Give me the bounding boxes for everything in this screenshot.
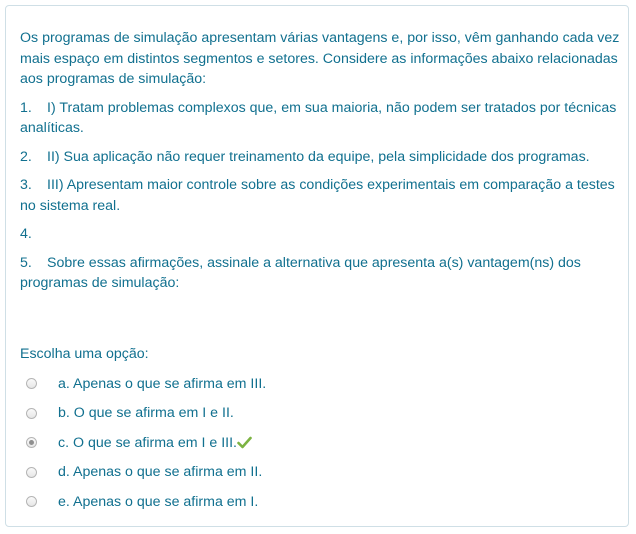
item-text: I) Tratam problemas complexos que, em sua maioria, não podem ser tratados por técnicas analíticas.	[20, 99, 617, 136]
answer-label[interactable]: c. O que se afirma em I e III.	[58, 434, 237, 451]
answer-option-e[interactable]	[26, 487, 606, 517]
question-card	[5, 5, 629, 527]
answer-label[interactable]: d. Apenas o que se afirma em II.	[58, 464, 263, 481]
item-text: II) Sua aplicação não requer treinamento da equipe, pela simplicidade dos programas.	[47, 148, 590, 165]
question-item	[20, 253, 620, 294]
answer-options	[26, 369, 606, 517]
question-item	[20, 224, 620, 245]
item-number: 1.	[20, 99, 32, 116]
radio-button-selected[interactable]	[26, 437, 37, 448]
item-text: Sobre essas afirmações, assinale a alternativa que apresenta a(s) vantagem(ns) dos programas de simulação:	[20, 254, 581, 291]
radio-button[interactable]	[26, 467, 37, 478]
check-icon	[237, 436, 252, 449]
question-intro: Os programas de simulação apresentam várias vantagens e, por isso, vêm ganhando cada vez mais espaço em distintos segmentos e setores. Considere as informações abaixo relacionadas aos programas de simulação:	[20, 30, 620, 87]
question-item	[20, 175, 620, 216]
radio-button[interactable]	[26, 378, 37, 389]
question-item	[20, 147, 620, 168]
answer-label[interactable]: b. O que se afirma em I e II.	[58, 405, 234, 422]
answer-option-a[interactable]	[26, 369, 606, 399]
item-number: 5.	[20, 254, 32, 271]
answer-label-with-check[interactable]	[58, 435, 252, 451]
question-text	[20, 28, 620, 302]
radio-button[interactable]	[26, 408, 37, 419]
answer-option-d[interactable]	[26, 458, 606, 488]
radio-button[interactable]	[26, 496, 37, 507]
item-number: 4.	[20, 226, 32, 242]
answer-label[interactable]: a. Apenas o que se afirma em III.	[58, 375, 267, 392]
answer-label[interactable]: e. Apenas o que se afirma em I.	[58, 493, 259, 510]
choose-option-prompt: Escolha uma opção:	[20, 346, 149, 362]
item-number: 3.	[20, 177, 32, 193]
answer-option-b[interactable]	[26, 399, 606, 429]
item-number: 2.	[20, 148, 32, 165]
item-text: III) Apresentam maior controle sobre as condições experimentais em comparação a testes no sistema real.	[20, 177, 615, 214]
question-item	[20, 98, 620, 139]
answer-option-c[interactable]	[26, 428, 606, 458]
